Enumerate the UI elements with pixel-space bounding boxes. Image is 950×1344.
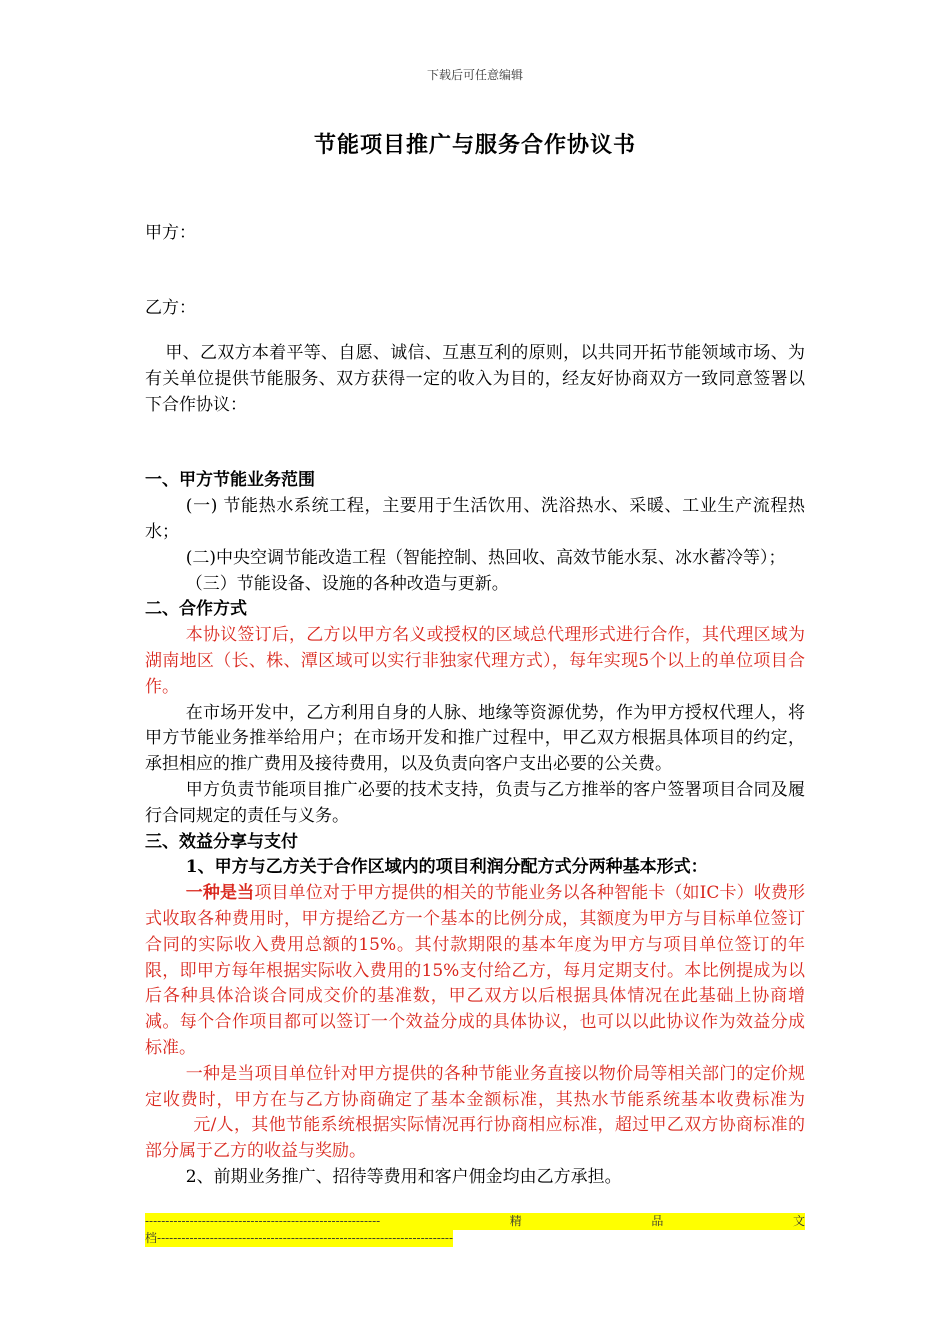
footer-dashes-right: ------------------------------------------------------------------------- (157, 1231, 454, 1245)
intro-paragraph: 甲、乙双方本着平等、自愿、诚信、互惠互利的原则，以共同开拓节能领域市场、为有关单位提供节能服务、双方获得一定的收入为目的，经友好协商双方一致同意签署以下合作协议： (145, 343, 805, 415)
footer-word-3: 文 (792, 1214, 805, 1228)
form2-text-b: 元/人，其他节能系统根据实际情况再行协商相应标准，超过甲乙双方协商标准的部分属于乙方的收益与奖励。 (145, 1115, 805, 1162)
section3-heading: 三、效益分享与支付 (145, 831, 298, 852)
section2-paragraph-1: 本协议签订后，乙方以甲方名义或授权的区域总代理形式进行合作，其代理区域为湖南地区（长、株、潭区域可以实行非独家代理方式），每年实现5个以上的单位项目合作。 (145, 625, 805, 697)
section2-heading: 二、合作方式 (145, 599, 247, 620)
section3-sub2: 2、前期业务推广、招待等费用和客户佣金均由乙方承担。 (185, 1166, 622, 1187)
footer-row-2 (145, 1230, 453, 1247)
section1-item-2: (二)中央空调节能改造工程（智能控制、热回收、高效节能水泵、冰水蓄冷等）； (185, 547, 786, 568)
form1-text: 项目单位对于甲方提供的相关的节能业务以各种智能卡（如IC卡）收费形式收取各种费用时，甲方提给乙方一个基本的比例分成，其额度为甲方与目标单位签订合同的实际收入费用总额的15%。其付款期限的基本年度为甲方与项目单位签订的年限，即甲方每年根据实际收入费用的15%支付给乙方，每月定期支付。本比例提成为以后各种具体洽谈合同成交价的基准数，甲乙双方以后根据具体情况在此基础上协商增减。每个合作项目都可以签订一个效益分成的具体协议，也可以以此协议作为效益分成标准。 (145, 883, 805, 1058)
footer-row-1 (145, 1213, 805, 1230)
section2-paragraph-2: 在市场开发中，乙方利用自身的人脉、地缘等资源优势，作为甲方授权代理人，将甲方节能业务推举给用户；在市场开发和推广过程中，甲乙双方根据具体项目的约定，承担相应的推广费用及接待费用，以及负责向客户支出必要的公关费。 (145, 702, 805, 775)
section1-heading: 一、甲方节能业务范围 (145, 470, 315, 491)
section3-form2 (145, 1062, 805, 1165)
section3-form1 (145, 881, 805, 1062)
section2-paragraph-3: 甲方负责节能项目推广必要的技术支持，负责与乙方推举的客户签署项目合同及履行合同规定的责任与义务。 (145, 779, 805, 826)
form2-text-a: 一种是当项目单位针对甲方提供的各种节能业务直接以物价局等相关部门的定价规定收费时，甲方在与乙方协商确定了基本金额标准，其热水节能系统基本收费标准为 (145, 1063, 805, 1110)
form1-lead: 一种是当 (185, 883, 255, 904)
document-title: 节能项目推广与服务合作协议书 (313, 132, 636, 158)
party-a-label: 甲方： (145, 223, 196, 243)
party-b-label: 乙方： (145, 298, 196, 318)
section1-item-1: (一) 节能热水系统工程，主要用于生活饮用、洗浴热水、采暖、工业生产流程热水； (145, 496, 805, 542)
section1-item-3: （三）节能设备、设施的各种改造与更新。 (185, 573, 509, 594)
document-body (145, 341, 805, 1191)
footer-word-2: 品 (651, 1214, 664, 1228)
page-header-note: 下载后可任意编辑 (426, 68, 523, 82)
section3-sub1: 1、甲方与乙方关于合作区域内的项目利润分配方式分两种基本形式： (185, 857, 708, 878)
page-footer-watermark (145, 1213, 805, 1247)
footer-dashes-left: ---------------------------------------------------------- (145, 1214, 381, 1228)
footer-word-4: 档 (145, 1231, 158, 1245)
footer-word-1: 精 (509, 1214, 522, 1228)
spacer (145, 418, 805, 468)
